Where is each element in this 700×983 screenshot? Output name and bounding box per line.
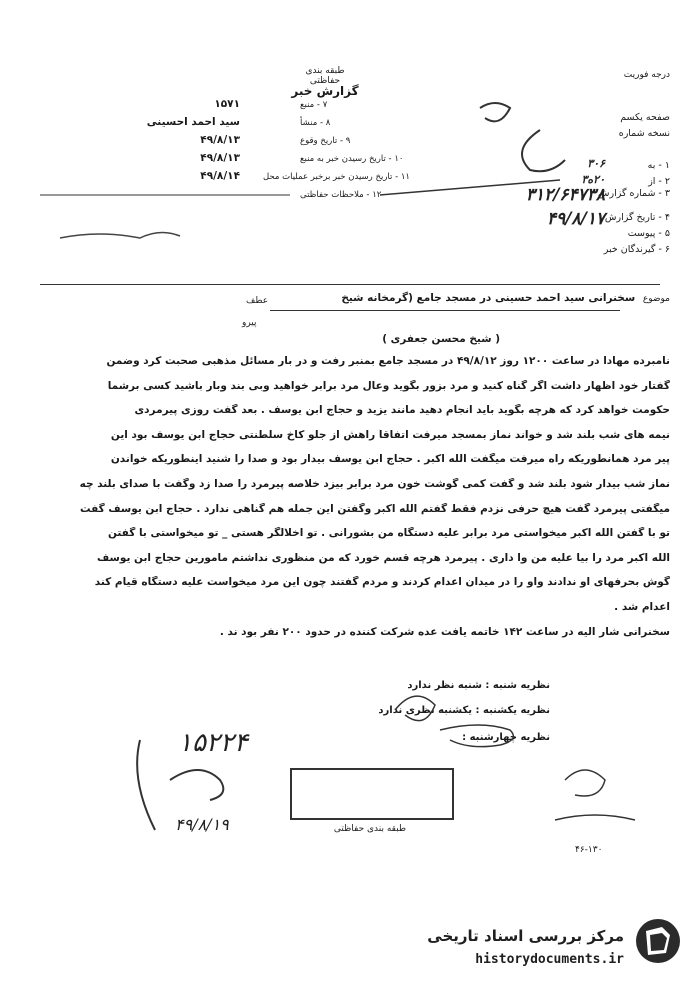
meta-field-value: ۲۰ه۳ (581, 173, 605, 186)
source-field-value: ۴۹/۸/۱۳ (200, 134, 240, 146)
meta-field-label: نسخه شماره (618, 128, 670, 139)
meta-field-label: ۱ - به (647, 160, 670, 171)
watermark-title: مرکز بررسی اسناد تاریخی (427, 927, 624, 945)
source-field-value: ۴۹/۸/۱۴ (200, 170, 240, 182)
source-field-value: سید احمد احسینی (146, 116, 240, 128)
opinion-line: نظریه چهارشنبه : (462, 732, 550, 743)
meta-field-value: ۴۹/۸/۱۷ (546, 209, 605, 229)
subject-label: موضوع (642, 294, 670, 304)
handwritten-number: ۱۵۲۲۴ (178, 728, 248, 758)
source-field-label: ۱۲ - ملاحظات حفاظتی (300, 190, 382, 200)
subject-text: سخنرانی سید احمد حسینی در مسجد جامع (گرمخانه شیخ (341, 292, 636, 304)
body-line: سخنرانی شار الیه در ساعت ۱۴۲ خاتمه یافت عده شرکت کننده در حدود ۲۰۰ نفر بود ند . (219, 626, 670, 638)
meta-field-label: ۳ - شماره گزارش (597, 188, 670, 199)
handwritten-date: ۴۹/۸/۱۹ (175, 815, 229, 834)
peyro-label: پیرو (242, 318, 257, 328)
body-line: تو با گفتن الله اکبر میخواستی مرد برابر علیه دستگاه من بشورانی . تو اخلالگر هستی _ تو میخواستی با گفتن (107, 527, 670, 539)
meta-field-label: ۶ - گیرندگان خبر (603, 244, 670, 255)
source-field-label: ۹ - تاریخ وقوع (300, 136, 351, 146)
subject-bracket: ( شیخ محسن جعفری ) (382, 333, 500, 345)
body-line: نامبرده مهادا در ساعت ۱۲۰۰ روز ۴۹/۸/۱۲ در مسجد جامع بمنبر رفت و در بار مسائل مذهبی صحبت کرد وضمن (106, 355, 670, 367)
body-line: میگفتی پیرمرد گفت هیچ حرفی نزدم فقط گفتم الله اکبر وگفتن این جمله هم گناهی ندارد . حجاج ابن یوسف گفت (79, 503, 670, 515)
source-field-label: ۱۰ - تاریخ رسیدن خبر به منبع (300, 154, 404, 164)
urgency-label: درجه فوریت (623, 70, 670, 80)
body-line: الله اکبر مرد را بیا علیه من وا داری . پیرمرد هرچه قسم خورد که من منظوری نداشتم مامورین حجاج ابن یوسف (97, 552, 670, 564)
classification-bottom: طبقه بندی حفاظتی (333, 824, 407, 834)
body-line: گوش بحرفهای او ندادند واو را در میدان اعدام کردند و مردم گفتند چون این مرد میخواست علیه دستگاه قیام کند (94, 576, 670, 588)
body-line: پیر مرد همانطوریکه راه میرفت میگفت الله اکبر . حجاج ابن یوسف بیدار بود و صدا را شنید اینطوریکه خواندن (110, 453, 670, 465)
form-code: ۴۶-۱۳۰ (575, 845, 603, 855)
source-field-value: ۱۵۷۱ (214, 98, 240, 110)
meta-field-value: ۳۰۶ (587, 157, 605, 170)
opinion-line: نظریه یکشنبه : یکشنبه نظری ندارد (378, 705, 550, 716)
meta-field-label: ۵ - پیوست (627, 228, 670, 239)
meta-field-label: صفحه یکسم (620, 112, 670, 123)
source-field-label: ۸ - منشأ (300, 118, 331, 128)
opinion-line: نظریه شنبه : شنبه نظر ندارد (407, 680, 550, 691)
source-field-value: ۴۹/۸/۱۳ (200, 152, 240, 164)
body-line: نماز شب بیدار شود بلند شد و گفت کمی گوشت خون مرد برابر بیزد خلاصه پیرمرد را صدا زد وگفت با صدای بلند چه (79, 478, 670, 490)
body-line: گفتار خود اظهار داشت اگر گناه کنید و مرد بزور بگوید وعال مرد برابر خواهید وبی بند وبار باشید کسی برشما (107, 380, 670, 392)
archive-logo-icon (634, 917, 682, 965)
report-title: گزارش خبر (291, 84, 359, 98)
body-line: نیمه های شب بلند شد و خواند نماز بمسجد میرفت اتفاقاً راهش از جلو کاخ سلطنتی حجاج ابن یوسف بود این (110, 429, 670, 441)
stamp-box (290, 768, 454, 820)
watermark-url: historydocuments.ir (475, 952, 624, 967)
source-field-label: ۷ - منبع (300, 100, 328, 110)
source-field-label: ۱۱ - تاریخ رسیدن خبر برخبر عملیات محل (262, 172, 410, 182)
body-line: حکومت خواهد کرد که هرچه بگوید باید انجام دهید مانند یزید و حجاج ابن یوسف . بعد گفت روزی پیرمردی (134, 404, 670, 416)
meta-field-value: ۳۱۲/۶۴۷۳۸ (525, 185, 605, 205)
classification-top: طبقه بندی حفاظتی (305, 66, 345, 86)
body-line: اعدام شد . (614, 601, 670, 613)
meta-field-label: ۴ - تاریخ گزارش (604, 212, 670, 223)
meta-field-label: ۲ - از (648, 176, 670, 187)
atf-label: عطف (246, 296, 269, 306)
